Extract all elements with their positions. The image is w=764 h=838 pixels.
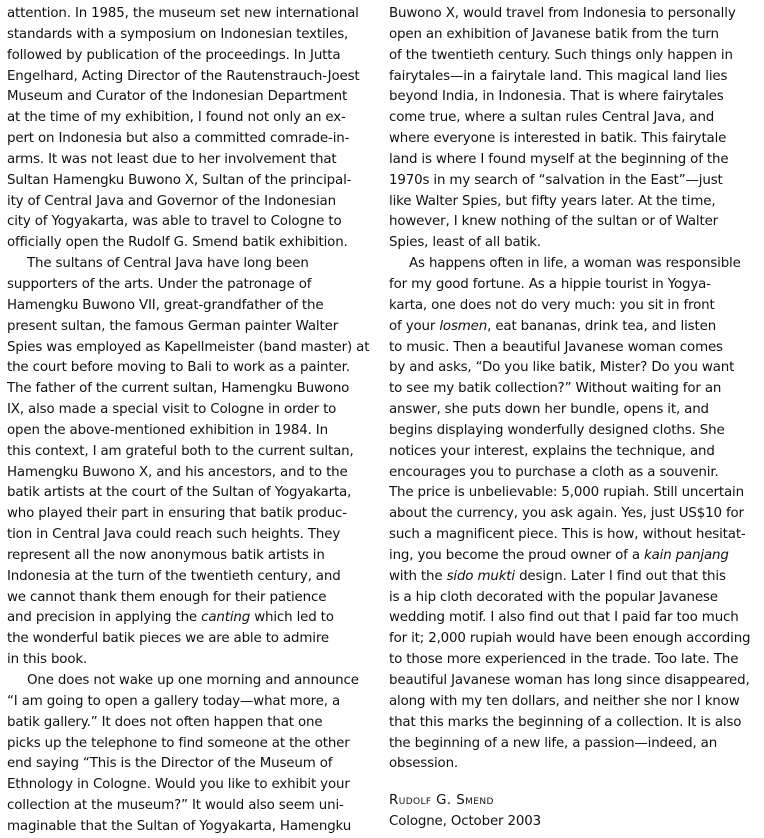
text-run: of your [389, 318, 440, 334]
right-paragraph-line: answer, she puts down her bundle, opens it, and [389, 402, 709, 418]
right-text-column [389, 4, 761, 833]
left-paragraph-line: One does not wake up one morning and announce [27, 673, 359, 688]
text-run: which led to [250, 610, 334, 626]
left-paragraph-line: Spies was employed as Kapellmeister (band master) at [7, 339, 370, 355]
right-paragraph-line: such a magnificent piece. This is how, without hesitat- [389, 527, 746, 543]
italic-term: canting [201, 610, 251, 626]
left-paragraph-line: IX, also made a special visit to Cologne in order to [7, 402, 337, 418]
italic-term: losmen [439, 318, 488, 334]
right-paragraph-line: to see my batik collection?” Without waiting for an [389, 381, 722, 397]
left-paragraph-line: supporters of the arts. Under the patronage of [7, 276, 312, 292]
right-paragraph-line: come true, where a sultan rules Central Java, and [389, 110, 715, 126]
left-paragraph-line: collection at the museum?” It would also seem uni- [7, 798, 344, 814]
left-paragraph-line: city of Yogyakarta, was able to travel to Cologne to [7, 214, 342, 230]
right-paragraph-line: land is where I found myself at the beginning of the [389, 151, 729, 167]
left-paragraph-line: this context, I am grateful both to the current sultan, [7, 443, 354, 459]
left-paragraph-line: The sultans of Central Java have long been [27, 256, 309, 272]
right-paragraph-line: fairytales—in a fairytale land. This magical land lies [389, 68, 728, 84]
left-paragraph-line: in this book. [7, 652, 88, 668]
signature-block [389, 791, 761, 833]
left-paragraph-line: who played their part in ensuring that batik produc- [7, 506, 347, 522]
text-run: design. Later I find out that this [514, 568, 726, 584]
right-paragraph-line: encourages you to purchase a cloth as a souvenir. [389, 464, 719, 480]
right-paragraph-line: Spies, least of all batik. [389, 235, 541, 251]
left-paragraph-line: picks up the telephone to find someone at the other [7, 735, 350, 751]
right-paragraph-line: begins displaying wonderfully designed cloths. She [389, 422, 725, 438]
left-paragraph-line: Hamengku Buwono VII, great-grandfather of the [7, 297, 324, 313]
right-paragraph-line: The price is unbelievable: 5,000 rupiah. Still uncertain [389, 485, 744, 501]
right-paragraph-line: Buwono X, would travel from Indonesia to personally [389, 6, 736, 21]
right-paragraph-line: where everyone is interested in batik. This fairytale [389, 131, 727, 147]
right-paragraph-line: however, I knew nothing of the sultan or of Walter [389, 214, 719, 230]
right-paragraph-line: to those more experienced in the trade. Too late. The [389, 652, 739, 668]
right-paragraph-line: open an exhibition of Javanese batik from the turn [389, 26, 719, 42]
text-run: and precision in applying the [7, 610, 202, 626]
right-paragraph-line: like Walter Spies, but fifty years later. At the time, [389, 193, 716, 209]
right-paragraph-line: beyond India, in Indonesia. That is where fairytales [389, 89, 724, 105]
right-paragraph-line: is a hip cloth decorated with the popular Javanese [389, 589, 718, 605]
left-paragraph-line: pert on Indonesia but also a committed comrade-in- [7, 131, 350, 147]
left-paragraph-line: Museum and Curator of the Indonesian Department [7, 89, 348, 105]
left-paragraph-line: Indonesia at the turn of the twentieth century, and [7, 568, 341, 584]
left-paragraph-line [7, 608, 363, 629]
right-paragraph-line: about the currency, you ask again. Yes, just US$10 for [389, 506, 744, 522]
left-paragraph-line: the court before moving to Bali to work as a painter. [7, 360, 350, 376]
right-paragraph-line: for it; 2,000 rupiah would have been enough according [389, 631, 751, 647]
right-paragraph-line: by and asks, “Do you like batik, Mister? Do you want [389, 360, 735, 376]
right-paragraph-line: the beginning of a new life, a passion—indeed, an [389, 735, 718, 751]
italic-term: sido mukti [446, 568, 515, 584]
right-paragraph-line: for my good fortune. As a hippie tourist in Yogya- [389, 276, 711, 292]
right-paragraph-line: that this marks the beginning of a collection. It is also [389, 714, 742, 730]
left-paragraph-line: Hamengku Buwono X, and his ancestors, and to the [7, 464, 348, 480]
left-paragraph-line: standards with a symposium on Indonesian textiles, [7, 26, 349, 42]
left-paragraph-line: The father of the current sultan, Hamengku Buwono [7, 381, 350, 397]
left-paragraph-line: followed by publication of the proceedings. In Jutta [7, 47, 341, 63]
right-paragraph-line: karta, one does not do very much: you sit in front [389, 297, 715, 313]
left-paragraph-line: Ethnology in Cologne. Would you like to exhibit your [7, 777, 350, 793]
right-paragraph-line: to music. Then a beautiful Javanese woman comes [389, 339, 723, 355]
left-paragraph-line: open the above-mentioned exhibition in 1984. In [7, 422, 328, 438]
left-paragraph-line: end saying “This is the Director of the Museum of [7, 756, 333, 772]
left-paragraph-line: at the time of my exhibition, I found not only an ex- [7, 110, 346, 126]
right-paragraph-line: wedding motif. I also find out that I paid far too much [389, 610, 739, 626]
place-date: Cologne, October 2003 [389, 814, 541, 830]
italic-term: kain panjang [644, 547, 729, 563]
left-paragraph-line: we cannot thank them enough for their patience [7, 589, 327, 605]
left-paragraph-line: Sultan Hamengku Buwono X, Sultan of the principal- [7, 172, 352, 188]
left-paragraph-line: arms. It was not least due to her involvement that [7, 151, 337, 167]
right-paragraph-line: beautiful Javanese woman has long since disappeared, [389, 673, 750, 688]
left-paragraph-line: officially open the Rudolf G. Smend batik exhibition. [7, 235, 348, 251]
left-paragraph-line: attention. In 1985, the museum set new international [7, 6, 359, 21]
left-paragraph-line: Engelhard, Acting Director of the Rautenstrauch-Joest [7, 68, 360, 84]
left-paragraph-line: ity of Central Java and Governor of the Indonesian [7, 193, 336, 209]
left-text-column [7, 4, 370, 838]
right-paragraph-line [389, 546, 761, 567]
left-paragraph-line: batik gallery.” It does not often happen that one [7, 714, 323, 730]
left-paragraph-line: the wonderful batik pieces we are able to admire [7, 631, 329, 647]
left-paragraph-line: batik artists at the court of the Sultan of Yogyakarta, [7, 485, 352, 501]
right-paragraph-line [389, 567, 761, 588]
text-run: , eat bananas, drink tea, and listen [487, 318, 717, 334]
right-paragraph-line: notices your interest, explains the technique, and [389, 443, 715, 459]
right-paragraph-line [389, 317, 761, 338]
right-paragraph-line: obsession. [389, 756, 459, 772]
right-paragraph-line: As happens often in life, a woman was responsible [409, 256, 741, 272]
text-run: with the [389, 568, 447, 584]
left-paragraph-line: tion in Central Java could reach such heights. They [7, 527, 341, 543]
text-run: ing, you become the proud owner of a [389, 547, 644, 563]
left-paragraph-line: “I am going to open a gallery today—what more, a [7, 693, 341, 709]
left-paragraph-line: represent all the now anonymous batik artists in [7, 547, 325, 563]
right-column-body [389, 4, 761, 775]
right-paragraph-line: 1970s in my search of “salvation in the East”—just [389, 172, 723, 188]
left-paragraph-line: present sultan, the famous German painter Walter [7, 318, 339, 334]
right-paragraph-line: along with my ten dollars, and neither she nor I know [389, 693, 740, 709]
right-paragraph-line: of the twentieth century. Such things only happen in [389, 47, 733, 63]
left-paragraph-line: maginable that the Sultan of Yogyakarta, Hamengku [7, 818, 352, 834]
author-name: Rudolf G. Smend [389, 793, 494, 809]
